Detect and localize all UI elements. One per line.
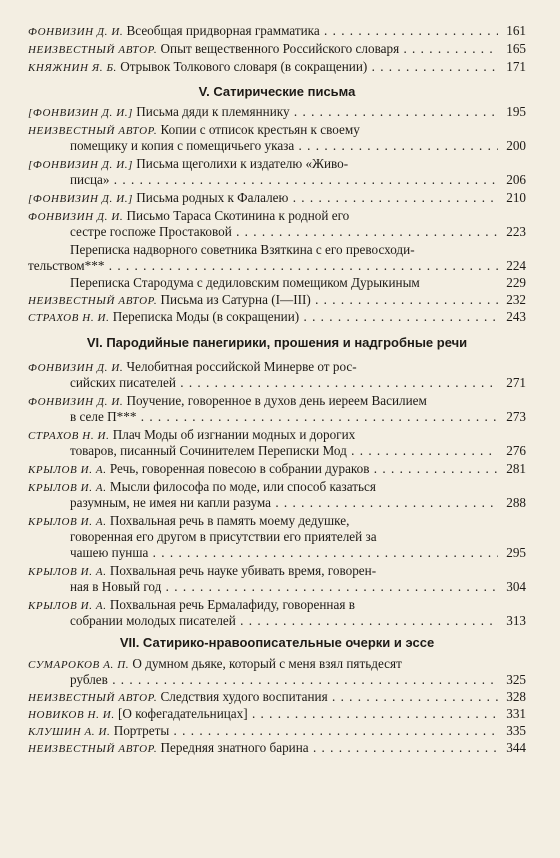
entry-title: Портреты [113,723,170,738]
entry-page: 295 [506,545,526,560]
entry-title-continued: собрании молодых писателей . . . [70,612,498,629]
entry-author: КРЫЛОВ И. А. [28,600,107,612]
entry-title: Челобитная российской Минерве от рос- [126,359,357,374]
entry-title-continued: говоренная его другом в присутствии его приятелей за [70,529,377,544]
entry-title: Письма дяди к племяннику [136,104,290,119]
toc-entry [28,58,526,77]
toc-entry [70,494,526,511]
entry-page: 325 [506,672,526,687]
entry-title: Письма родных к Фалалею [136,190,289,205]
entry-page: 210 [506,190,526,205]
section-heading: VII. Сатирико-нравоописательные очерки и эссе [119,635,435,650]
entry-title-continued: разумным, не имея ни капли разума . . . [70,494,498,511]
entry-author: СУМАРОКОВ А. П. [28,659,130,671]
entry-title: Передняя знатного барина [160,740,309,755]
entry-author: НОВИКОВ Н. И. [28,709,115,721]
entry-title: Переписка Моды (в сокращении) [112,309,300,324]
entry-title-continued: чашею пунша . . . [70,544,498,561]
toc-entry [70,671,526,688]
entry-author: КРЫЛОВ И. А. [28,566,107,578]
entry-title: Всеобщая придворная грамматика [126,23,320,38]
toc-entry-line [70,528,526,545]
toc-entry [70,612,526,629]
toc-entry [28,189,526,208]
entry-page: 232 [506,292,526,307]
entry-page: 224 [506,258,526,273]
entry-title: Следствия худого воспитания [160,689,328,704]
entry-page: 161 [506,23,526,38]
entry-title-continued: в селе П*** . . . [70,408,498,425]
section-heading: V. Сатирические письма [198,84,356,99]
entry-page: 313 [506,613,526,628]
entry-title-continued: сийских писателей . . . [70,374,498,391]
entry-author: ФОНВИЗИН Д. И. [28,396,124,408]
section-heading: VI. Пародийные панегирики, прошения и надгробные речи [86,335,468,350]
entry-title: Речь, говоренная повесою в собрании дураков [109,461,370,476]
entry-author: ФОНВИЗИН Д. И. [28,362,124,374]
entry-title: Похвальная речь Ермалафиду, говоренная в [109,597,355,612]
entry-title: Письма щеголихи к издателю «Живо- [136,156,349,171]
toc-entry [28,40,526,59]
entry-title-continued: помещику и копия с помещичьего указа . . . [70,137,498,154]
entry-author: НЕИЗВЕСТНЫЙ АВТОР. [28,44,158,56]
entry-title: Мысли философа по моде, или способ казаться [109,479,376,494]
entry-author: ФОНВИЗИН Д. И. [28,26,124,38]
entry-author: СТРАХОВ Н. И. [28,430,110,442]
entry-author: [ФОНВИЗИН Д. И.] [28,193,133,205]
entry-author: КРЫЛОВ И. А. [28,464,107,476]
entry-title: Похвальная речь в память моему дедушке, [109,513,350,528]
toc-entry [70,544,526,561]
entry-author: КЛУШИН А. И. [28,726,111,738]
entry-title: Письма из Сатурна (I—III) [160,292,311,307]
entry-page: 165 [506,41,526,56]
toc-entry [70,137,526,154]
entry-page: 200 [506,138,526,153]
entry-page: 276 [506,443,526,458]
entry-page: 281 [506,461,526,476]
toc-entry [70,171,526,188]
entry-author: КРЫЛОВ И. А. [28,516,107,528]
entry-title: Опыт вещественного Российского словаря [160,41,400,56]
entry-page: 288 [506,495,526,510]
entry-title-continued: рублев . . . [70,671,498,688]
entry-title: Письмо Тараса Скотинина к родной его [126,208,350,223]
toc-entry [70,374,526,391]
entry-title: Плач Моды об изгнании модных и дорогих [112,427,356,442]
entry-page: 271 [506,375,526,390]
entry-title: [О кофегадательницах] [118,706,248,721]
entry-author: НЕИЗВЕСТНЫЙ АВТОР. [28,743,158,755]
entry-title: Отрывок Толкового словаря (в сокращении) [120,59,368,74]
toc-entry [70,223,526,240]
entry-title: Похвальная речь науке убивать время, говорен- [109,563,377,578]
entry-page: 206 [506,172,526,187]
entry-author: КРЫЛОВ И. А. [28,482,107,494]
toc-entry [28,22,526,41]
toc-entry [28,739,526,758]
toc-entry [28,308,526,327]
toc-entry [28,257,526,274]
entry-page: 273 [506,409,526,424]
entry-page: 243 [506,309,526,324]
entry-author: СТРАХОВ Н. И. [28,312,110,324]
entry-page: 304 [506,579,526,594]
entry-title-continued: тельством*** . . . [28,257,498,274]
entry-title: О думном дьяке, который с меня взял пятьдесят [132,656,402,671]
entry-page: 331 [506,706,526,721]
entry-author: НЕИЗВЕСТНЫЙ АВТОР. [28,295,158,307]
entry-author: НЕИЗВЕСТНЫЙ АВТОР. [28,125,158,137]
entry-page: 335 [506,723,526,738]
entry-title-continued: ная в Новый год . . . [70,578,498,595]
toc-entry [70,274,526,291]
entry-title-continued: сестре госпоже Простаковой . . . [70,223,498,240]
entry-title: Копии с отписок крестьян к своему [160,122,360,137]
entry-author: [ФОНВИЗИН Д. И.] [28,159,133,171]
entry-title: Поучение, говоренное в духов день иереем Василием [126,393,427,408]
toc-entry [70,578,526,595]
entry-page: 344 [506,740,526,755]
toc-entry [28,460,526,479]
entry-page: 229 [506,275,526,290]
entry-page: 195 [506,104,526,119]
entry-author: НЕИЗВЕСТНЫЙ АВТОР. [28,692,158,704]
toc-entry [70,442,526,459]
entry-page: 328 [506,689,526,704]
entry-title: Переписка Стародума с дедиловским помещиком Дурыкиным [70,275,420,290]
entry-page: 171 [506,59,526,74]
entry-title: Переписка надворного советника Взяткина с его превосходи- [70,242,415,257]
toc-entry-line [70,241,526,258]
entry-title-continued: товаров, писанный Сочинителем Переписки Мод . . . [70,442,498,459]
toc-entry [28,103,526,122]
toc-entry [70,408,526,425]
entry-author: [ФОНВИЗИН Д. И.] [28,107,133,119]
entry-page: 223 [506,224,526,239]
entry-author: КНЯЖНИН Я. Б. [28,62,117,74]
entry-author: ФОНВИЗИН Д. И. [28,211,124,223]
entry-title-continued: писца» . . . [70,171,498,188]
